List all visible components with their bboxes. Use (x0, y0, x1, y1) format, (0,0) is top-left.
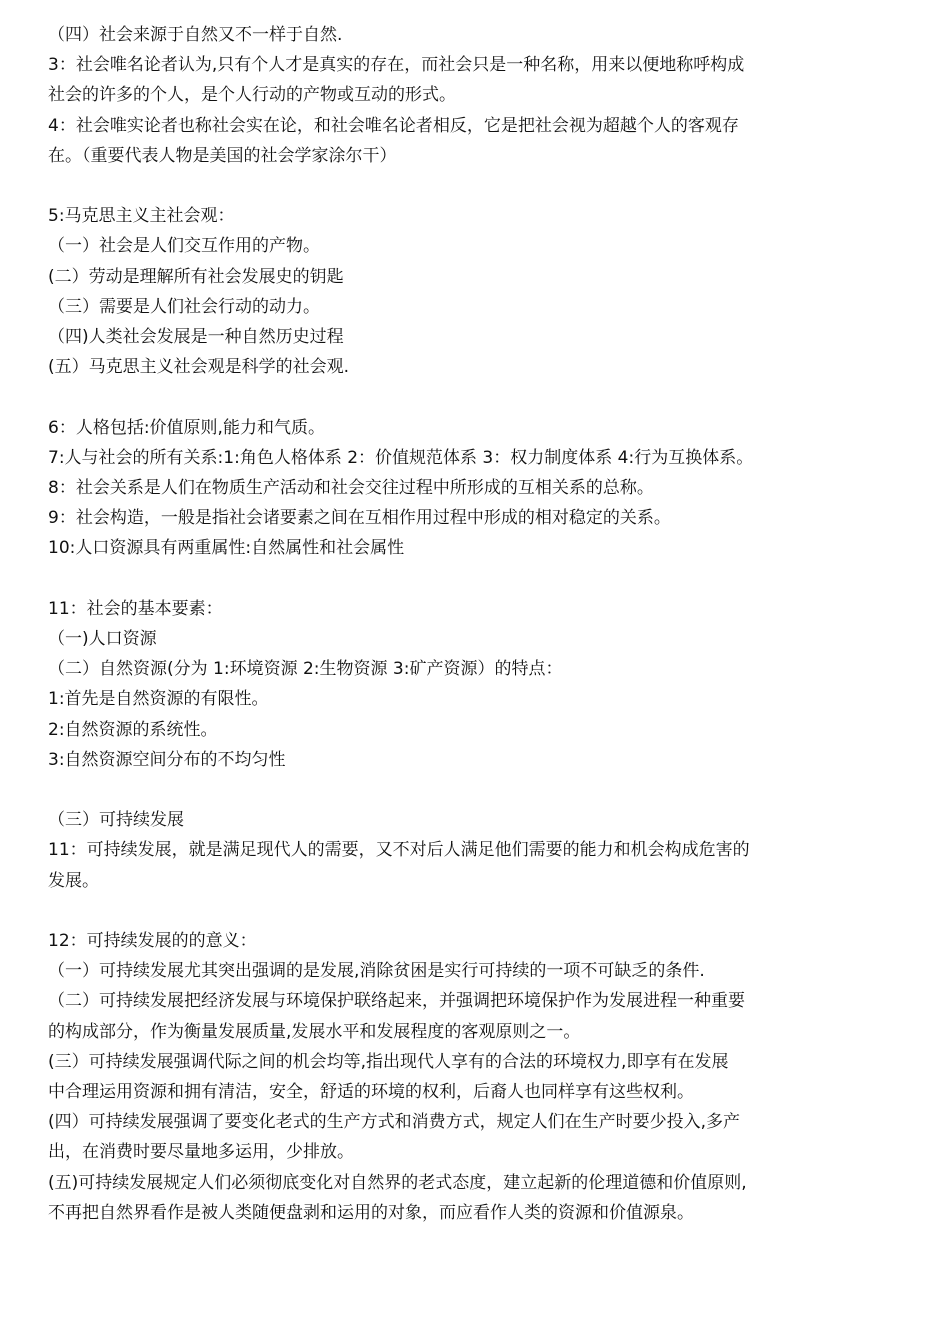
list-item: （二）可持续发展把经济发展与环境保护联络起来，并强调把环境保护作为发展进程一种重要 (48, 991, 745, 1012)
list-item: （三）需要是人们社会行动的动力。 (48, 296, 320, 317)
text-line: 8：社会关系是人们在物质生产活动和社会交往过程中所形成的互相关系的总称。 (48, 478, 654, 499)
list-item: (四）可持续发展强调了要变化老式的生产方式和消费方式，规定人们在生产时要少投入,多产 (48, 1112, 741, 1133)
paragraph-gap (48, 382, 918, 412)
list-item: 1:首先是自然资源的有限性。 (48, 689, 269, 710)
list-item: (二）劳动是理解所有社会发展史的钥匙 (48, 266, 344, 287)
list-item: （一）可持续发展尤其突出强调的是发展,消除贫困是实行可持续的一项不可缺乏的条件. (48, 961, 705, 982)
list-item: (三）可持续发展强调代际之间的机会均等,指出现代人享有的合法的环境权力,即享有在发展 (48, 1051, 729, 1072)
list-item: （一）社会是人们交互作用的产物。 (48, 236, 320, 257)
section-heading: 12：可持续发展的的意义： (48, 931, 257, 952)
text-line: 发展。 (48, 870, 99, 891)
paragraph-gap (48, 564, 918, 594)
text-line: 社会的许多的个人，是个人行动的产物或互动的形式。 (48, 85, 456, 106)
section-heading: （三）可持续发展 (48, 810, 184, 831)
paragraph-gap (48, 775, 918, 805)
list-item: (五）马克思主义社会观是科学的社会观. (48, 357, 350, 378)
text-line: 10:人口资源具有两重属性:自然属性和社会属性 (48, 538, 405, 559)
list-item: （四)人类社会发展是一种自然历史过程 (48, 327, 344, 348)
list-item: 出，在消费时要尽量地多运用，少排放。 (48, 1142, 354, 1163)
text-line: 3：社会唯名论者认为,只有个人才是真实的存在，而社会只是一种名称，用来以便地称呼构成 (48, 55, 745, 76)
list-item: (五)可持续发展规定人们必须彻底变化对自然界的老式态度，建立起新的伦理道德和价值原则, (48, 1172, 747, 1193)
list-item: 2:自然资源的系统性。 (48, 719, 218, 740)
paragraph-gap (48, 171, 918, 201)
list-item: （二）自然资源(分为 1:环境资源 2:生物资源 3:矿产资源）的特点： (48, 659, 563, 680)
list-item: 3:自然资源空间分布的不均匀性 (48, 749, 286, 770)
section-heading: 5:马克思主义主社会观： (48, 206, 235, 227)
list-item: 中合理运用资源和拥有清洁，安全，舒适的环境的权利，后裔人也同样享有这些权利。 (48, 1082, 694, 1103)
text-line: （四）社会来源于自然又不一样于自然. (48, 25, 343, 45)
section-heading: 11：社会的基本要素： (48, 598, 223, 619)
text-line: 7:人与社会的所有关系:1:角色人格体系 2：价值规范体系 3：权力制度体系 4:行为互换体系。 (48, 447, 754, 468)
list-item: （一)人口资源 (48, 629, 157, 650)
text-line: 6：人格包括:价值原则,能力和气质。 (48, 417, 325, 438)
paragraph-gap (48, 896, 918, 926)
text-line: 11：可持续发展，就是满足现代人的需要，又不对后人满足他们需要的能力和机会构成危害的 (48, 840, 750, 861)
text-line: 4：社会唯实论者也称社会实在论，和社会唯名论者相反，它是把社会视为超越个人的客观存 (48, 115, 739, 136)
text-line: 9：社会构造，一般是指社会诸要素之间在互相作用过程中形成的相对稳定的关系。 (48, 508, 671, 529)
text-line: 在。（重要代表人物是美国的社会学家涂尔干） (48, 145, 397, 166)
document-page (48, 20, 918, 1228)
list-item: 的构成部分，作为衡量发展质量,发展水平和发展程度的客观原则之一。 (48, 1021, 581, 1042)
list-item: 不再把自然界看作是被人类随便盘剥和运用的对象，而应看作人类的资源和价值源泉。 (48, 1202, 694, 1223)
